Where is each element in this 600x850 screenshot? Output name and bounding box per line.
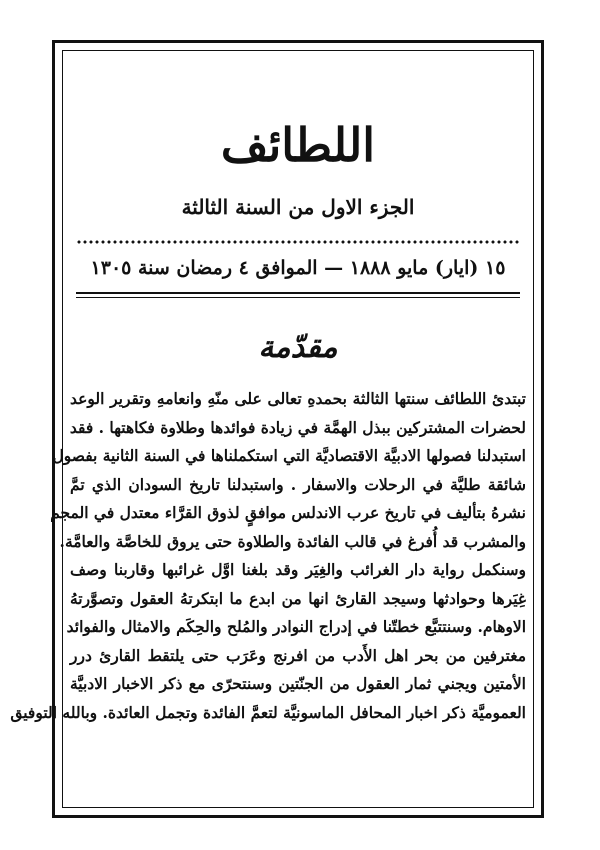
- introduction-body: [10, 385, 526, 727]
- body-line: مغترفين من بحر اهل الأَدب من افرنج وعَرَب حتى يلتقط القارئ درر: [70, 645, 526, 665]
- body-line: لحضرات المشتركين ببذل الهمَّة في زيادة فوائدها وطلاوة فكاهتها . فقد: [69, 417, 526, 437]
- section-heading: مقدّمة: [258, 330, 338, 365]
- body-line: الأمتين ويجني ثمار العقول من الجنّتين وسنتحرّى مع ذكر الاخبار الادبيَّة: [70, 674, 526, 693]
- double-rule-divider: [76, 292, 520, 298]
- issue-date: ١٥ (ايار) مايو ١٨٨٨ — الموافق ٤ رمضان سنة ١٣٠٥: [90, 257, 506, 279]
- body-line: وسنكمل رواية دار الغرائب والغِيَر وقد بلغنا اوَّل غرائبها وقاربنا وصف: [70, 560, 526, 579]
- body-line: تبتدئ اللطائف سنتها الثالثة بحمدهِ تعالى على منّهِ وانعامهِ وتقرير الوعد: [70, 389, 526, 408]
- body-line: شائقة طليَّة في الرحلات والاسفار . واستبدلنا تاريخ السودان الذي تمَّ: [70, 474, 526, 494]
- body-line: الاوهام. وسنتتبَّع خطتّنا في إدراج النوادر والمُلح والحِكَم والامثال والفوائد: [66, 617, 526, 636]
- body-line: استبدلنا فصولها الادبيَّة الاقتصاديَّة التي استكملناها في السنة الثانية بفصول: [52, 446, 526, 465]
- body-line: والمشرب قد أُفرغ في قالب الفائدة والطلاوة حتى يروق للخاصَّة والعامَّة.: [59, 531, 526, 551]
- body-line: غِيَرها وحوادثها وسيجد القارئ انها من ابدع ما ابتكرتهُ العقول وتصوَّرتهُ: [70, 588, 526, 608]
- issue-subtitle: الجزء الاول من السنة الثالثة: [181, 195, 415, 219]
- journal-title: اللطائف: [220, 118, 376, 172]
- body-line: العموميَّة ذكر اخبار المحافل الماسونيَّة لتعمَّ الفائدة وتجمل العائدة. وبالله التوفيق: [10, 702, 526, 722]
- ornamental-divider: [76, 239, 520, 245]
- body-line: نشرهُ بتأليف في تاريخ عرب الاندلس موافقٍ لذوق القرَّاء معتدل في المجم: [50, 503, 526, 522]
